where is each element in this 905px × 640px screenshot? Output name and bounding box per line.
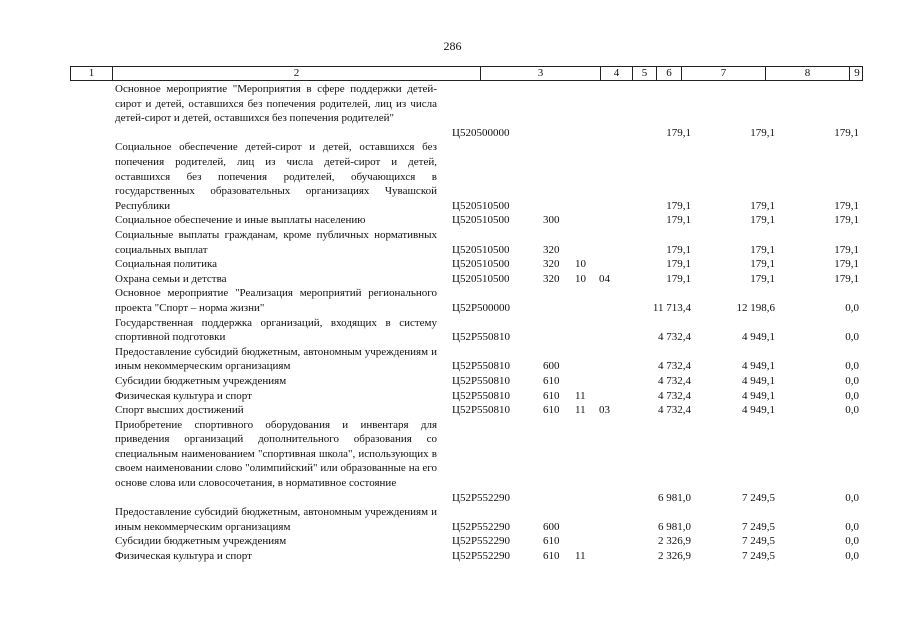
row-section: 11 [575, 404, 586, 417]
row-value-col9: 0,0 [845, 550, 859, 563]
row-value-col7: 179,1 [666, 258, 691, 271]
table-row [0, 316, 905, 345]
row-value-col8: 179,1 [750, 243, 775, 256]
row-expense-type: 610 [543, 404, 560, 417]
row-value-col9: 0,0 [845, 360, 859, 373]
row-value-col9: 179,1 [834, 258, 859, 271]
table-row [0, 286, 905, 315]
column-header-4: 4 [601, 67, 633, 80]
row-code: Ц520510500 [452, 214, 510, 227]
table-row [0, 389, 905, 404]
column-header-2: 2 [113, 67, 481, 80]
row-code: Ц520510500 [452, 258, 510, 271]
row-value-col9: 0,0 [845, 535, 859, 548]
row-code: Ц52Р552290 [452, 550, 511, 563]
row-code: Ц52Р552290 [452, 491, 511, 504]
row-expense-type: 300 [543, 214, 560, 227]
row-name: Социальное обеспечение и иные выплаты населению [115, 214, 366, 227]
row-expense-type: 600 [543, 520, 560, 533]
row-value-col7: 2 326,9 [658, 535, 691, 548]
row-value-col7: 6 981,0 [658, 520, 691, 533]
row-value-col9: 0,0 [845, 301, 859, 314]
row-subsection: 04 [599, 272, 610, 285]
row-value-col8: 7 249,5 [742, 550, 775, 563]
table-row [0, 140, 905, 213]
row-value-col7: 6 981,0 [658, 491, 691, 504]
row-code: Ц520510500 [452, 199, 510, 212]
row-expense-type: 320 [543, 243, 560, 256]
row-value-col9: 179,1 [834, 214, 859, 227]
row-expense-type: 610 [543, 550, 560, 563]
row-expense-type: 610 [543, 374, 560, 387]
row-value-col9: 179,1 [834, 199, 859, 212]
row-expense-type: 320 [543, 272, 560, 285]
column-header-8: 8 [766, 67, 850, 80]
row-value-col7: 4 732,4 [658, 389, 691, 402]
row-value-col7: 4 732,4 [658, 331, 691, 344]
row-value-col7: 179,1 [666, 243, 691, 256]
table-row [0, 272, 905, 287]
column-header-6: 6 [657, 67, 682, 80]
row-value-col9: 0,0 [845, 389, 859, 402]
column-header-1: 1 [71, 67, 113, 80]
table-header-row [70, 66, 863, 81]
table-row [0, 213, 905, 228]
table-row [0, 505, 905, 534]
table-row [0, 257, 905, 272]
row-name: Социальная политика [115, 258, 218, 271]
table-row [0, 534, 905, 549]
row-value-col7: 4 732,4 [658, 360, 691, 373]
row-value-col7: 4 732,4 [658, 404, 691, 417]
row-expense-type: 610 [543, 389, 560, 402]
row-value-col8: 179,1 [750, 126, 775, 139]
page-number: 286 [443, 39, 462, 53]
row-value-col8: 4 949,1 [742, 331, 775, 344]
row-expense-type: 600 [543, 360, 560, 373]
row-code: Ц52Р552290 [452, 520, 511, 533]
row-value-col7: 179,1 [666, 214, 691, 227]
table-row [0, 549, 905, 564]
row-value-col8: 7 249,5 [742, 520, 775, 533]
row-section: 11 [575, 389, 586, 402]
row-code: Ц52Р550810 [452, 360, 511, 373]
table-row [0, 345, 905, 374]
row-code: Ц520510500 [452, 272, 510, 285]
row-section: 10 [575, 272, 586, 285]
table-row [0, 418, 905, 506]
row-value-col9: 0,0 [845, 374, 859, 387]
row-value-col8: 7 249,5 [742, 491, 775, 504]
row-name: Охрана семьи и детства [115, 272, 227, 285]
row-code: Ц52Р550810 [452, 374, 511, 387]
row-name: Приобретение спортивного оборудования и инвентаря для приведения организаций дополнительного образования со специальным наименованием "спортивная школа", использующих в своем наименовании слово "олимпийский" или образованные на его основе слова или словосочетания, в нормативное состояние [115, 418, 437, 490]
row-value-col7: 2 326,9 [658, 550, 691, 563]
row-section: 11 [575, 550, 586, 563]
row-code: Ц52Р550810 [452, 331, 511, 344]
row-value-col9: 0,0 [845, 491, 859, 504]
row-subsection: 03 [599, 404, 610, 417]
row-name: Социальное обеспечение детей-сирот и детей, оставшихся без попечения родителей, лиц из числа детей-сирот и детей, оставшихся без попечения родителей, обучающихся в государственных образовательных организациях Чувашской Республики [115, 141, 437, 212]
table-row [0, 82, 905, 140]
table-row [0, 228, 905, 257]
row-value-col9: 0,0 [845, 331, 859, 344]
row-value-col7: 179,1 [666, 126, 691, 139]
row-value-col8: 179,1 [750, 272, 775, 285]
row-value-col9: 0,0 [845, 404, 859, 417]
row-value-col7: 179,1 [666, 272, 691, 285]
row-name: Основное мероприятие "Мероприятия в сфере поддержки детей-сирот и детей, оставшихся без попечения родителей, лиц из числа детей-сирот и детей, оставшихся без попечения родителей" [115, 83, 437, 125]
row-value-col9: 179,1 [834, 272, 859, 285]
table-body [0, 82, 905, 564]
row-code: Ц52Р550810 [452, 404, 511, 417]
table-row [0, 374, 905, 389]
row-value-col9: 179,1 [834, 243, 859, 256]
row-value-col8: 179,1 [750, 214, 775, 227]
row-code: Ц520500000 [452, 126, 510, 139]
row-expense-type: 610 [543, 535, 560, 548]
row-name: Физическая культура и спорт [115, 550, 252, 563]
column-header-9: 9 [854, 67, 860, 79]
row-value-col8: 179,1 [750, 258, 775, 271]
table-row [0, 403, 905, 418]
row-value-col9: 0,0 [845, 520, 859, 533]
row-value-col8: 7 249,5 [742, 535, 775, 548]
row-code: Ц52Р500000 [452, 301, 511, 314]
row-name: Государственная поддержка организаций, входящих в систему спортивной подготовки [115, 316, 437, 344]
row-name: Субсидии бюджетным учреждениям [115, 374, 287, 387]
row-value-col8: 4 949,1 [742, 374, 775, 387]
row-name: Предоставление субсидий бюджетным, автономным учреждениям и иным некоммерческим организациям [115, 506, 437, 533]
row-name: Предоставление субсидий бюджетным, автономным учреждениям и иным некоммерческим организациям [115, 345, 437, 373]
row-value-col8: 4 949,1 [742, 404, 775, 417]
row-value-col7: 179,1 [666, 199, 691, 212]
row-value-col8: 4 949,1 [742, 360, 775, 373]
row-section: 10 [575, 258, 586, 271]
row-name: Физическая культура и спорт [115, 389, 252, 402]
row-name: Социальные выплаты гражданам, кроме публичных нормативных социальных выплат [115, 228, 437, 256]
row-value-col7: 11 713,4 [652, 301, 691, 314]
row-name: Основное мероприятие "Реализация мероприятий регионального проекта "Спорт – норма жизни" [115, 287, 437, 314]
row-name: Спорт высших достижений [115, 404, 244, 417]
row-value-col8: 179,1 [750, 199, 775, 212]
column-header-5: 5 [633, 67, 657, 80]
row-value-col9: 179,1 [834, 126, 859, 139]
column-header-7: 7 [682, 67, 766, 80]
row-expense-type: 320 [543, 258, 560, 271]
column-header-3: 3 [481, 67, 601, 80]
row-value-col8: 4 949,1 [742, 389, 775, 402]
row-value-col8: 12 198,6 [736, 301, 775, 314]
row-value-col7: 4 732,4 [658, 374, 691, 387]
row-code: Ц520510500 [452, 243, 510, 256]
row-code: Ц52Р552290 [452, 535, 511, 548]
row-code: Ц52Р550810 [452, 389, 511, 402]
row-name: Субсидии бюджетным учреждениям [115, 535, 287, 548]
